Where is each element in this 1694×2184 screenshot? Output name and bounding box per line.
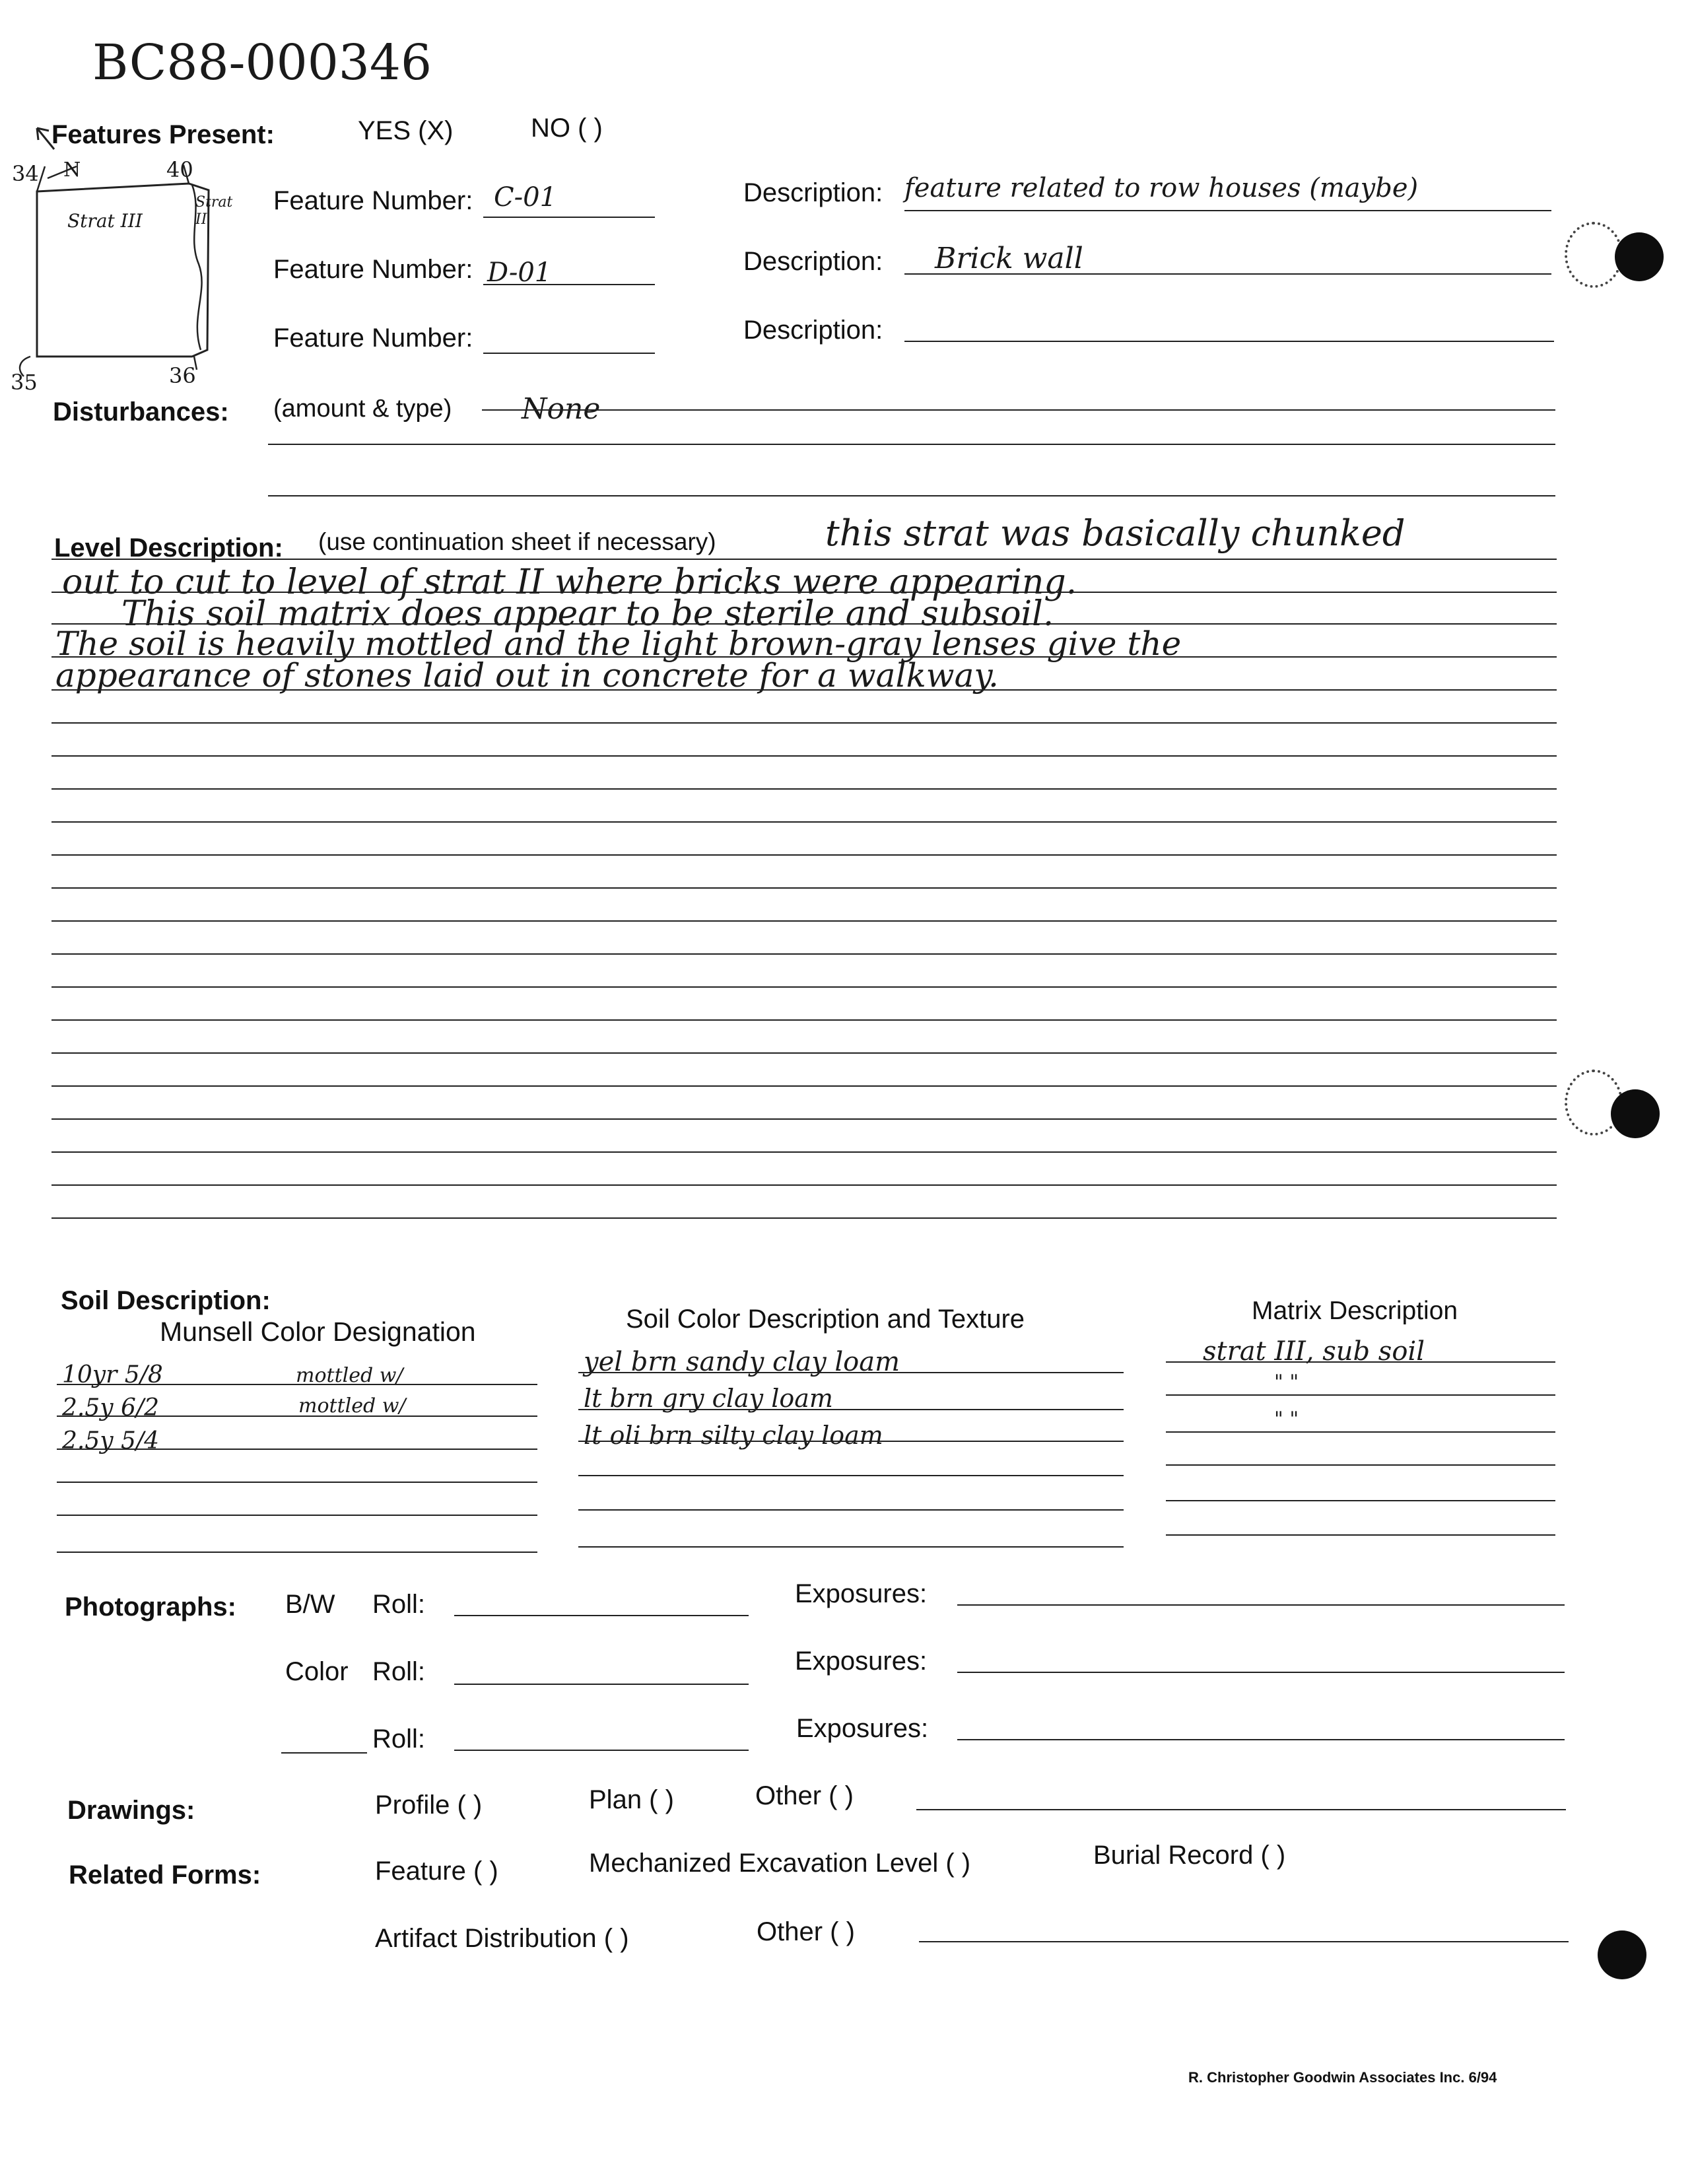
soil-row-1-color[interactable]: yel brn sandy clay loam: [584, 1347, 900, 1377]
related-other-line[interactable]: [919, 1941, 1569, 1942]
description-line-2: [904, 273, 1551, 275]
related-artifact-distribution[interactable]: Artifact Distribution ( ): [375, 1924, 629, 1953]
drawing-profile[interactable]: Profile ( ): [375, 1791, 483, 1820]
photo-exposures-label-3: Exposures:: [796, 1714, 929, 1743]
description-line-3[interactable]: [904, 341, 1554, 342]
related-burial-record[interactable]: Burial Record ( ): [1093, 1841, 1286, 1870]
features-no[interactable]: NO ( ): [531, 114, 603, 143]
munsell-header: Munsell Color Designation: [160, 1316, 476, 1347]
photo-color-label: Color: [285, 1657, 349, 1686]
sketch-corner-nw: 34: [12, 161, 39, 186]
feature-number-label-3: Feature Number:: [273, 324, 473, 353]
soil-row-1-note[interactable]: mottled w/: [296, 1364, 403, 1387]
soil-row-3-color[interactable]: lt oli brn silty clay loam: [584, 1421, 883, 1450]
disturbances-line-1: [482, 409, 1555, 411]
drawing-other-line[interactable]: [916, 1809, 1566, 1810]
soil-row-3-matrix[interactable]: " ": [1274, 1408, 1299, 1431]
feature-number-line-3[interactable]: [483, 353, 655, 354]
soil-row-3-munsell[interactable]: 2.5y 5/4: [62, 1427, 159, 1454]
feature-number-label-1: Feature Number:: [273, 186, 473, 215]
photo-exposures-line-2[interactable]: [957, 1672, 1565, 1673]
site-sketch: [11, 158, 235, 396]
related-other[interactable]: Other ( ): [757, 1917, 855, 1946]
feature-number-label-2: Feature Number:: [273, 255, 473, 284]
related-feature[interactable]: Feature ( ): [375, 1857, 498, 1886]
photo-type-line-3[interactable]: [281, 1752, 367, 1754]
features-present-label: Features Present:: [51, 120, 275, 149]
photo-roll-label-2: Roll:: [372, 1657, 426, 1686]
photo-roll-label-1: Roll:: [372, 1590, 426, 1619]
sketch-corner-se: 36: [169, 363, 196, 388]
photographs-label: Photographs:: [65, 1592, 236, 1621]
features-yes[interactable]: YES (X): [358, 116, 454, 145]
level-description-line-3[interactable]: This soil matrix does appear to be sterile and subsoil.: [121, 594, 1054, 634]
soil-row-2-matrix[interactable]: " ": [1274, 1371, 1299, 1394]
sketch-corner-sw: 35: [11, 370, 38, 395]
drawings-label: Drawings:: [67, 1796, 195, 1825]
description-label-3: Description:: [743, 316, 883, 345]
drawing-plan[interactable]: Plan ( ): [589, 1785, 674, 1814]
related-mechanized[interactable]: Mechanized Excavation Level ( ): [589, 1849, 971, 1878]
photo-roll-line-1[interactable]: [454, 1615, 749, 1616]
description-value-2[interactable]: Brick wall: [935, 242, 1083, 275]
soil-row-1-munsell[interactable]: 10yr 5/8: [62, 1361, 163, 1388]
level-description-sub-label: (use continuation sheet if necessary): [318, 528, 716, 555]
document-id: BC88-000346: [92, 34, 432, 91]
drawing-other[interactable]: Other ( ): [755, 1781, 854, 1810]
feature-number-value-2[interactable]: D-01: [487, 257, 552, 288]
punch-hole-middle: [1611, 1089, 1660, 1138]
soil-description-label: Soil Description:: [61, 1286, 271, 1315]
photo-exposures-line-1[interactable]: [957, 1604, 1565, 1606]
soil-row-2-color[interactable]: lt brn gry clay loam: [584, 1384, 833, 1413]
level-description-line-1[interactable]: this strat was basically chunked: [825, 512, 1406, 554]
photo-exposures-label-2: Exposures:: [795, 1647, 928, 1676]
disturbances-label: Disturbances:: [53, 397, 229, 427]
photo-exposures-label-1: Exposures:: [795, 1579, 928, 1608]
photo-bw-label: B/W: [285, 1590, 335, 1619]
level-description-line-2[interactable]: out to cut to level of strat II where bricks were appearing.: [62, 563, 1077, 602]
description-line-1: [904, 210, 1551, 211]
matrix-header: Matrix Description: [1252, 1297, 1458, 1325]
punch-hole-bottom: [1598, 1930, 1646, 1979]
disturbances-line-2: [268, 444, 1555, 445]
sketch-right-label: Strat II: [195, 194, 233, 228]
description-label-2: Description:: [743, 247, 883, 276]
sketch-corner-ne: 40: [166, 157, 193, 182]
photo-roll-line-2[interactable]: [454, 1684, 749, 1685]
soil-row-1-matrix[interactable]: strat III, sub soil: [1203, 1336, 1425, 1367]
photo-roll-line-3[interactable]: [454, 1750, 749, 1751]
feature-number-line-1: [483, 217, 655, 218]
disturbances-line-3: [268, 495, 1555, 496]
description-label-1: Description:: [743, 178, 883, 207]
level-description-line-5[interactable]: appearance of stones laid out in concrete for a walkway.: [55, 656, 999, 695]
punch-hole-shadow-top: [1565, 222, 1623, 288]
soil-row-2-munsell[interactable]: 2.5y 6/2: [62, 1394, 159, 1421]
photo-exposures-line-3[interactable]: [957, 1739, 1565, 1740]
level-description-label: Level Description:: [54, 533, 283, 563]
soil-color-header: Soil Color Description and Texture: [626, 1305, 1025, 1334]
level-description-line-4[interactable]: The soil is heavily mottled and the light brown-gray lenses give the: [55, 625, 1182, 663]
feature-number-value-1[interactable]: C-01: [494, 182, 557, 213]
feature-number-line-2: [483, 284, 655, 285]
related-forms-label: Related Forms:: [69, 1860, 261, 1890]
punch-hole-top: [1615, 232, 1664, 281]
sketch-left-label: Strat III: [67, 210, 143, 232]
description-value-1[interactable]: feature related to row houses (maybe): [904, 173, 1419, 203]
soil-row-2-note[interactable]: mottled w/: [298, 1394, 406, 1417]
disturbances-value[interactable]: None: [522, 392, 601, 426]
sketch-north: N: [63, 158, 81, 182]
footer-credit: R. Christopher Goodwin Associates Inc. 6/94: [1188, 2069, 1497, 2086]
disturbances-sub-label: (amount & type): [273, 395, 452, 423]
photo-roll-label-3: Roll:: [372, 1724, 426, 1754]
